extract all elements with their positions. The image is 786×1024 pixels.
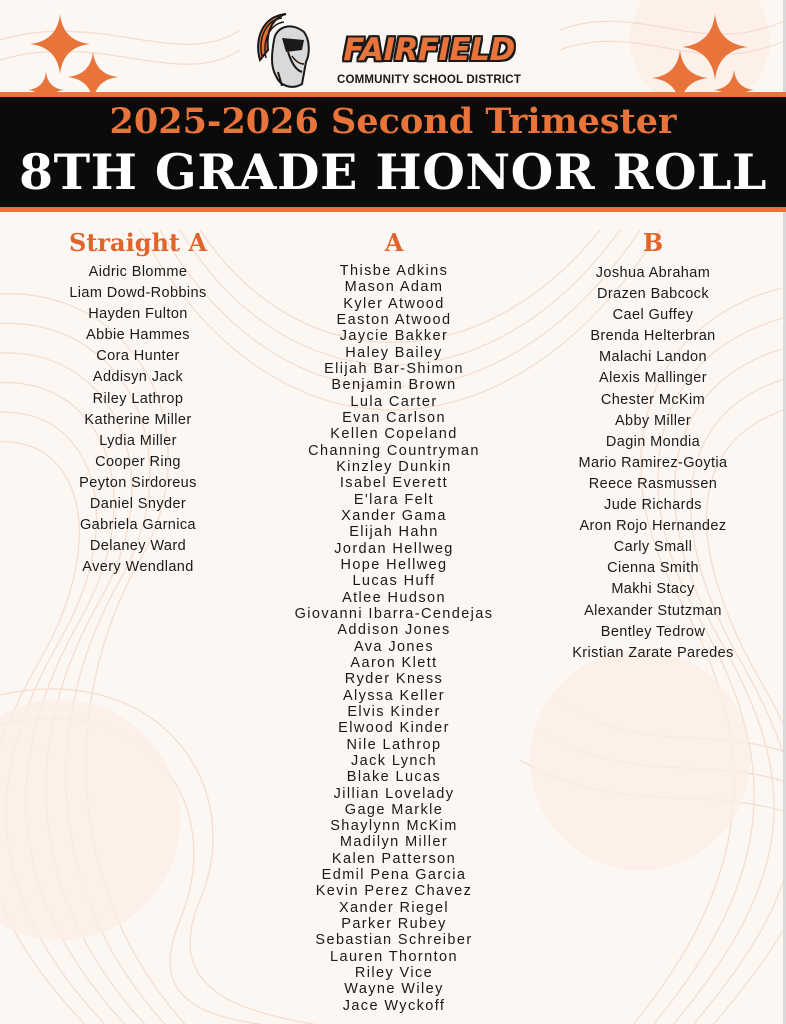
student-name: Elwood Kinder: [338, 720, 450, 737]
student-name: Drazen Babcock: [597, 286, 709, 303]
student-name: Alyssa Keller: [342, 687, 445, 704]
student-name: Joshua Abraham: [595, 265, 711, 281]
student-name: Haley Bailey: [345, 344, 443, 361]
student-name: Mario Ramirez-Goytia: [578, 454, 728, 471]
student-name: Jace Wyckoff: [342, 997, 446, 1014]
student-name: Bentley Tedrow: [600, 623, 706, 640]
b-column: [540, 226, 766, 664]
student-name: Hayden Fulton: [88, 306, 188, 323]
student-name: Jude Richards: [604, 497, 702, 514]
student-name: Xander Riegel: [338, 899, 450, 916]
student-name: Mason Adam: [344, 279, 444, 296]
student-name: Lula Carter: [350, 393, 438, 410]
student-name: Cael Guffey: [612, 307, 694, 324]
student-name: Elijah Hahn: [349, 524, 439, 541]
student-name: Hope Hellweg: [340, 556, 448, 573]
student-name: Giovanni Ibarra-Cendejas: [294, 605, 494, 622]
column-heading: Straight A: [68, 228, 208, 257]
brand-name: FAIRFIELD: [343, 32, 515, 68]
student-name: Madilyn Miller: [339, 834, 449, 851]
student-name: Blake Lucas: [346, 769, 442, 786]
student-name: E'lara Felt: [353, 491, 435, 508]
student-name: Riley Lathrop: [92, 390, 184, 407]
name-list: [40, 262, 236, 578]
title-banner: [0, 92, 786, 212]
column-heading: B: [642, 228, 664, 257]
student-name: Reece Rasmussen: [588, 475, 718, 492]
student-name: Dagin Mondia: [605, 433, 701, 450]
honor-roll-title: 8TH GRADE HONOR ROLL: [19, 143, 767, 201]
student-name: Abbie Hammes: [86, 327, 190, 344]
student-name: Kalen Patterson: [331, 850, 457, 867]
student-name: Elijah Bar-Shimon: [324, 360, 464, 377]
student-name: Avery Wendland: [82, 559, 194, 576]
student-name: Kristian Zarate Paredes: [572, 644, 734, 661]
student-name: Cooper Ring: [95, 453, 181, 470]
student-name: Makhi Stacy: [611, 581, 695, 598]
student-name: Peyton Sirdoreus: [79, 474, 197, 491]
student-name: Parker Rubey: [341, 916, 447, 933]
student-name: Nile Lathrop: [346, 736, 442, 753]
student-name: Kevin Perez Chavez: [315, 883, 473, 900]
student-name: Cora Hunter: [96, 348, 180, 365]
student-name: Cienna Smith: [607, 560, 699, 577]
student-name: Carly Small: [613, 539, 693, 556]
student-name: Thisbe Adkins: [339, 263, 449, 279]
student-name: Jack Lynch: [351, 752, 437, 769]
name-list: [540, 263, 766, 664]
student-name: Kyler Atwood: [343, 295, 445, 312]
student-name: Xander Gama: [341, 507, 447, 524]
student-name: Jillian Lovelady: [333, 785, 455, 802]
student-name: Gabriela Garnica: [79, 517, 196, 534]
student-name: Shaylynn McKim: [330, 818, 458, 835]
student-name: Edmil Pena Garcia: [321, 867, 467, 884]
student-name: Aidric Blomme: [88, 264, 188, 280]
student-name: Lauren Thornton: [330, 948, 458, 965]
brand-subtitle: COMMUNITY SCHOOL DISTRICT: [336, 74, 522, 86]
a-column: [266, 226, 522, 1014]
student-name: Aaron Klett: [350, 654, 438, 671]
student-name: Addison Jones: [337, 622, 451, 639]
term-title: 2025-2026 Second Trimester: [109, 101, 677, 142]
student-name: Kellen Copeland: [330, 426, 458, 443]
student-name: Daniel Snyder: [89, 496, 187, 513]
student-name: Channing Countryman: [308, 442, 480, 459]
student-name: Gage Markle: [344, 801, 444, 818]
student-name: Liam Dowd-Robbins: [69, 285, 207, 302]
spartan-helmet-icon: [252, 10, 318, 90]
student-name: Jaycie Bakker: [339, 328, 449, 345]
column-heading: A: [384, 228, 404, 257]
student-name: Ryder Kness: [344, 671, 444, 688]
straight-a-column: [40, 226, 236, 578]
student-name: Elvis Kinder: [347, 703, 441, 720]
student-name: Wayne Wiley: [344, 981, 444, 998]
student-name: Addisyn Jack: [92, 369, 184, 386]
student-name: Alexander Stutzman: [584, 602, 722, 619]
student-name: Riley Vice: [354, 965, 434, 982]
student-name: Ava Jones: [353, 638, 435, 655]
student-name: Katherine Miller: [84, 411, 192, 428]
student-name: Benjamin Brown: [331, 377, 457, 394]
student-name: Kinzley Dunkin: [336, 458, 452, 475]
name-list: [266, 263, 522, 1014]
student-name: Atlee Hudson: [342, 589, 446, 606]
student-name: Evan Carlson: [342, 409, 446, 426]
student-name: Malachi Landon: [599, 349, 707, 366]
district-logo: [252, 10, 542, 92]
student-name: Lydia Miller: [99, 432, 177, 449]
student-name: Chester McKim: [600, 391, 706, 408]
student-name: Alexis Mallinger: [599, 370, 707, 387]
student-name: Delaney Ward: [89, 538, 187, 555]
student-name: Aron Rojo Hernandez: [579, 518, 727, 535]
student-name: Easton Atwood: [336, 311, 452, 328]
student-name: Abby Miller: [614, 412, 692, 429]
student-name: Isabel Everett: [339, 475, 449, 492]
student-name: Sebastian Schreiber: [315, 932, 473, 949]
student-name: Lucas Huff: [352, 573, 436, 590]
student-name: Jordan Hellweg: [334, 540, 454, 557]
student-name: Brenda Helterbran: [590, 328, 716, 345]
